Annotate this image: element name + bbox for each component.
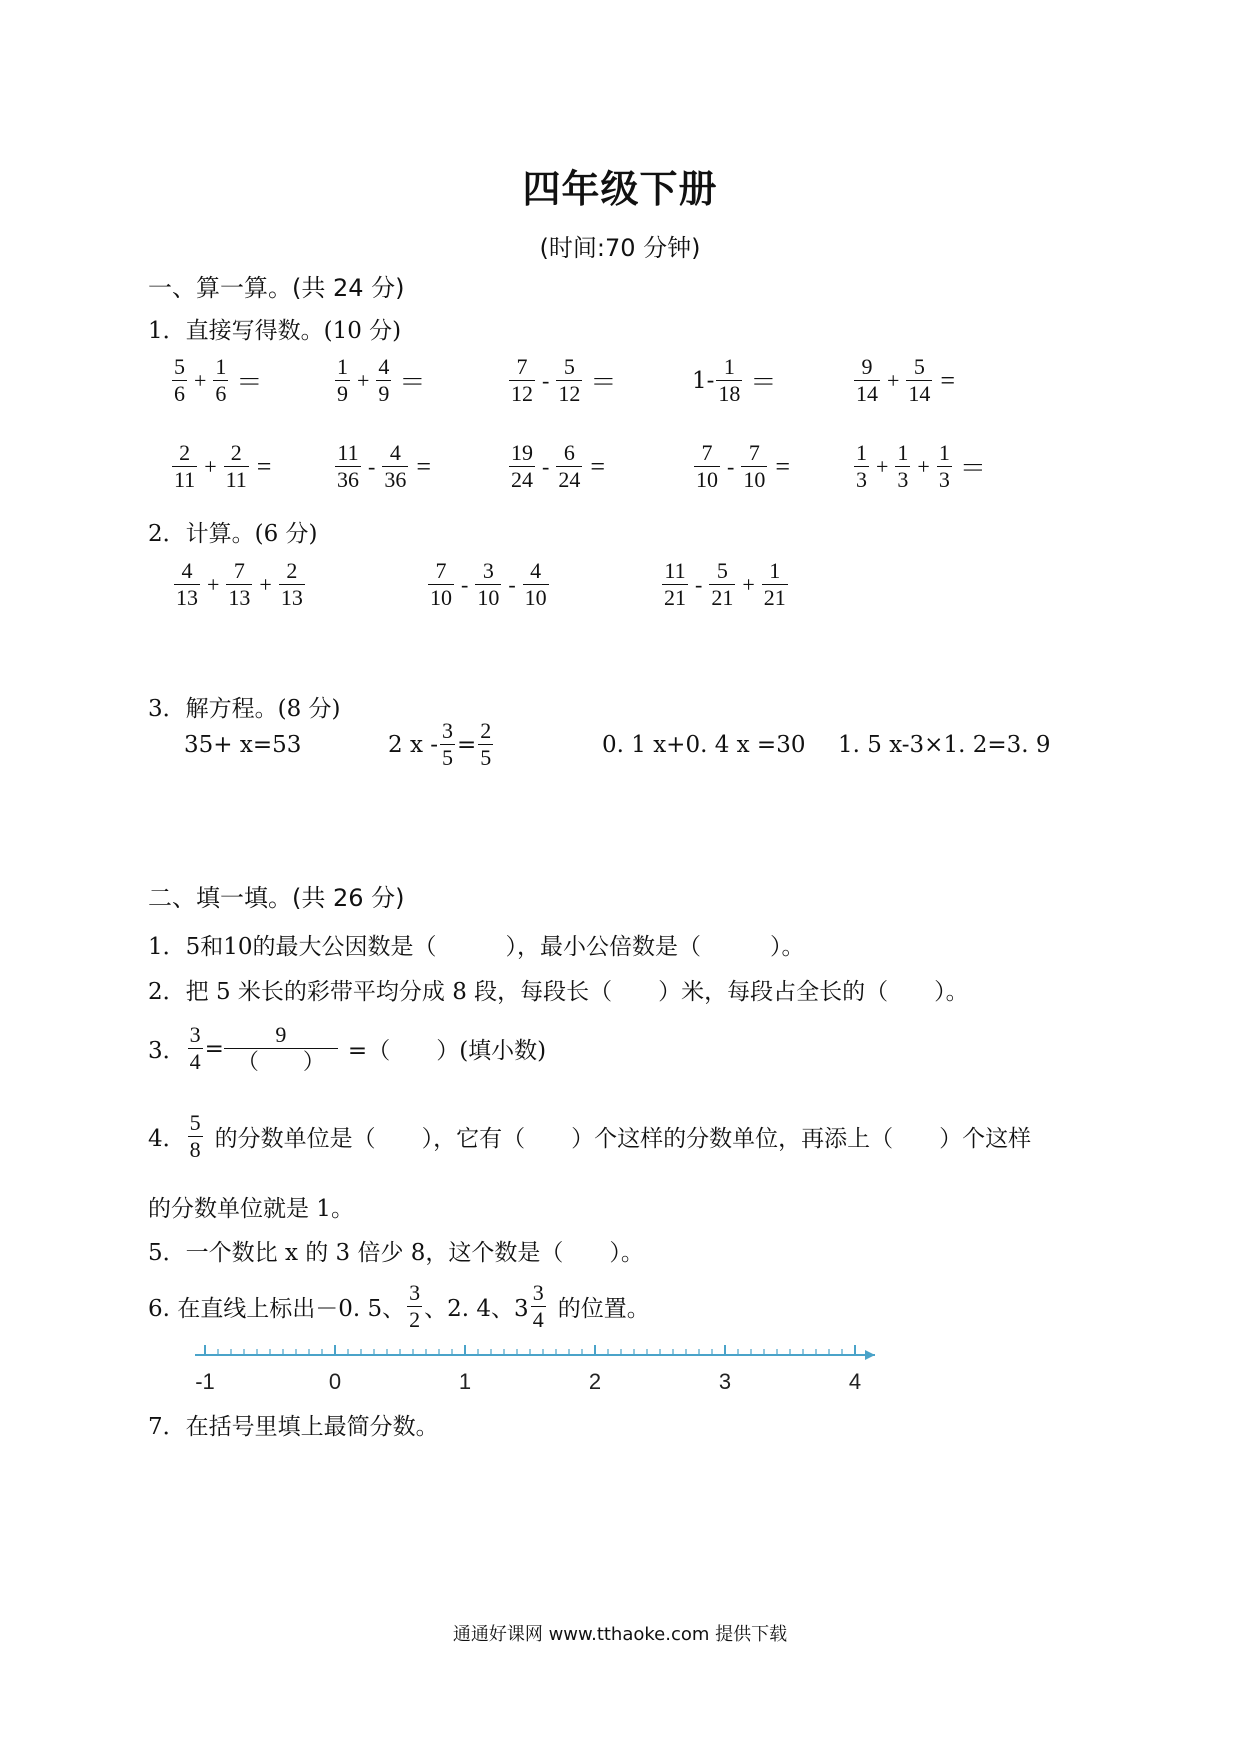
fraction-1: $\frac{1}{9}$ [337,354,348,407]
operator: + [207,571,220,597]
s2-q3-suffix: =（ ）(填小数) [347,1038,547,1065]
equals-sign: ＝ [236,368,263,398]
expr-prefix: 1- [692,367,715,394]
tick-label: 3 [718,1369,732,1394]
calc-r1-2 [333,354,425,408]
fraction-1: $\frac{4}{13}$ [176,558,198,611]
operator: - [542,367,550,393]
s2-q3-blank-fraction: $\frac{9}{( )}$ [226,1022,336,1076]
equals-sign: = [256,451,272,481]
operator: + [876,453,889,479]
calc-r2-1 [170,440,271,494]
s2-q4-text: 的分数单位是（ ），它有（ ）个这样的分数单位，再添上（ ）个这样 [214,1126,1032,1153]
equals-sign: = [775,451,790,481]
s2-q6-middle: 、2. 4、3 [424,1296,529,1323]
fraction-3: $\frac{2}{13}$ [280,558,303,611]
calc-r1-4 [692,354,776,408]
fraction-2: $\frac{1}{3}$ [897,440,909,493]
page-title: 四年级下册 [522,167,718,211]
tick-label: 0 [328,1369,342,1394]
s2-q4-line2: 的分数单位就是 1。 [148,1196,354,1222]
fraction-2: $\frac{4}{9}$ [378,354,390,407]
section2-heading: 二、填一填。(共 26 分) [148,884,405,912]
equation-1: 35+ x=53 [184,732,302,758]
operator: - [368,453,376,479]
fraction-2: $\frac{3}{10}$ [477,558,500,611]
s2-q3 [148,1022,546,1076]
fraction-2: $\frac{7}{10}$ [743,440,766,493]
eq2-fraction-1: $\frac{3}{5}$ [442,718,453,771]
s2-q5: 5．一个数比 x 的 3 倍少 8，这个数是（ ）。 [148,1240,644,1266]
number-line-arrow [865,1350,875,1360]
s2-q4 [148,1110,1031,1164]
fraction-2: $\frac{4}{36}$ [384,440,407,493]
compute-1 [172,558,307,612]
tick-label: 2 [588,1369,602,1394]
tick-label: -1 [195,1369,215,1394]
operator: + [194,367,207,393]
fraction-1: $\frac{1}{3}$ [856,440,867,493]
calc-r2-2 [333,440,431,494]
operator-2: + [742,571,755,597]
s2-q6-fraction-1: $\frac{3}{2}$ [409,1280,421,1333]
fraction-2: $\frac{1}{18}$ [718,354,741,407]
equals-sign: ＝ [750,368,777,398]
operator: - [542,453,550,479]
fraction-3: $\frac{4}{10}$ [524,558,547,611]
s2-q2: 2．把 5 米长的彩带平均分成 8 段，每段长（ ）米，每段占全长的（ ）。 [148,979,969,1005]
operator: + [357,367,370,393]
s2-q6-prefix: 6. 在直线上标出－0. 5、 [148,1296,406,1323]
equals-sign: = [940,365,956,395]
s1-q1-label: 1．直接写得数。(10 分) [148,318,402,344]
equation-3: 0. 1 x+0. 4 x =30 [602,732,806,758]
equation-4: 1. 5 x-3×1. 2=3. 9 [838,732,1051,758]
fraction-1: $\frac{11}{36}$ [337,440,359,493]
s1-q2-label: 2．计算。(6 分) [148,521,318,547]
fraction-2: $\frac{5}{14}$ [908,354,931,407]
page-subtitle: (时间:70 分钟) [539,234,701,262]
tick-label: 4 [848,1369,862,1394]
number-line [190,1340,890,1410]
equals-sign: = [416,451,431,481]
fraction-1: $\frac{19}{24}$ [511,440,533,493]
fraction-2: $\frac{7}{13}$ [228,558,251,611]
fraction-1: $\frac{7}{12}$ [511,354,533,407]
section1-heading: 一、算一算。(共 24 分) [148,274,405,302]
calc-r2-5 [852,440,986,494]
fraction-1: $\frac{11}{21}$ [664,558,686,611]
compute-2 [426,558,551,612]
s2-q3-fraction: $\frac{3}{4}$ [189,1022,201,1075]
operator: + [204,453,217,479]
fraction-3: $\frac{1}{3}$ [938,440,950,493]
s2-q6-fraction-2: $\frac{3}{4}$ [532,1280,544,1333]
fraction-1: $\frac{7}{10}$ [430,558,452,611]
operator: - [695,571,703,597]
s1-q3-label: 3．解方程。(8 分) [148,696,341,722]
equals-sign: ＝ [590,368,617,398]
operator-2: - [508,571,516,597]
eq2-fraction-2: $\frac{2}{5}$ [480,718,492,771]
s2-q6-suffix: 的位置。 [557,1296,650,1323]
fraction-2: $\frac{5}{21}$ [711,558,734,611]
calc-r2-3 [507,440,605,494]
fraction-1: $\frac{9}{14}$ [856,354,878,407]
calc-r1-5 [852,354,955,408]
equals-sign: = [590,451,605,481]
fraction-2: $\frac{1}{6}$ [215,354,227,407]
eq2-equals: = [457,731,477,758]
s2-q4-fraction: $\frac{5}{8}$ [189,1110,201,1163]
s2-q3-equals: = [204,1035,224,1062]
operator: - [727,453,735,479]
equals-sign: ＝ [399,368,426,398]
calc-r1-1 [170,354,262,408]
s2-q6 [148,1280,650,1334]
fraction-3: $\frac{1}{21}$ [763,558,786,611]
equals-sign: ＝ [959,454,986,484]
compute-3 [660,558,790,612]
operator: - [461,571,469,597]
eq2-prefix: 2 x - [388,731,438,758]
s2-q7: 7．在括号里填上最简分数。 [148,1414,439,1440]
operator: + [887,367,900,393]
fraction-2: $\frac{2}{11}$ [225,440,247,493]
s2-q1: 1．5和10的最大公因数是（ ），最小公倍数是（ ）。 [148,934,805,960]
operator-2: + [917,453,930,479]
fraction-2: $\frac{6}{24}$ [558,440,581,493]
equation-2 [388,718,495,772]
fraction-1: $\frac{5}{6}$ [174,354,185,407]
operator-2: + [259,571,272,597]
fraction-1: $\frac{2}{11}$ [174,440,196,493]
s2-q4-prefix: 4． [148,1126,186,1153]
calc-r2-4 [692,440,790,494]
footer-credit: 通通好课网 www.tthaoke.com 提供下载 [452,1624,788,1645]
tick-label: 1 [458,1369,472,1394]
fraction-1: $\frac{7}{10}$ [696,440,718,493]
calc-r1-3 [507,354,616,408]
s2-q3-prefix: 3． [148,1038,186,1065]
fraction-2: $\frac{5}{12}$ [558,354,581,407]
